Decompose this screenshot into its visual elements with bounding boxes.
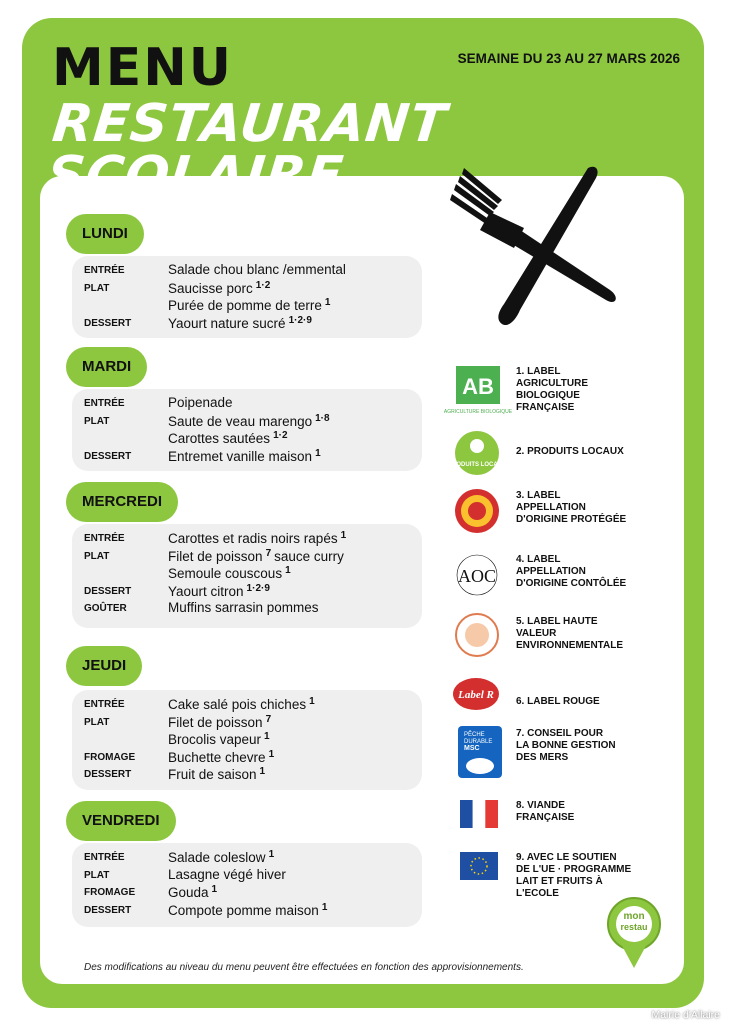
svg-text:MSC: MSC bbox=[464, 745, 480, 752]
dish-text: Gouda bbox=[168, 885, 209, 901]
menu-row bbox=[72, 530, 422, 548]
dish-name bbox=[168, 766, 265, 782]
dish-name bbox=[168, 280, 270, 296]
course-label: PLAT bbox=[84, 550, 110, 562]
label-numbers: 1·2 bbox=[273, 430, 288, 442]
day-menu-box bbox=[72, 256, 422, 338]
dish-suffix: sauce curry bbox=[274, 548, 344, 564]
legend-text bbox=[516, 446, 624, 458]
dish-name bbox=[168, 548, 344, 564]
legend-line: 1. LABEL bbox=[516, 366, 561, 377]
menu-row bbox=[72, 413, 422, 431]
course-label: ENTRÉE bbox=[84, 852, 125, 863]
course-label: FROMAGE bbox=[84, 887, 136, 899]
svg-text:PÊCHE: PÊCHE bbox=[464, 732, 485, 738]
legend-line: LAIT ET FRUITS À bbox=[516, 876, 603, 887]
dish-text: Salade coleslow bbox=[168, 850, 266, 865]
menu-row bbox=[72, 430, 422, 448]
label-numbers: 1·2·9 bbox=[288, 314, 312, 326]
label-numbers: 1·8 bbox=[315, 412, 330, 424]
legend-line: VALEUR bbox=[516, 628, 557, 639]
label-numbers: 1 bbox=[285, 565, 291, 577]
menu-row bbox=[72, 280, 422, 298]
svg-text:AGRICULTURE BIOLOGIQUE: AGRICULTURE BIOLOGIQUE bbox=[443, 409, 513, 415]
menu-row bbox=[72, 696, 422, 714]
svg-text:DURABLE: DURABLE bbox=[464, 739, 493, 745]
dish-name bbox=[168, 315, 312, 331]
menu-row bbox=[72, 583, 422, 601]
menu-row bbox=[72, 548, 422, 566]
course-label: PLAT bbox=[84, 282, 110, 294]
dish-name bbox=[168, 530, 346, 546]
badge-text-mon: mon bbox=[623, 911, 645, 922]
dish-name bbox=[168, 600, 319, 615]
dish-name bbox=[168, 297, 330, 313]
menu-row bbox=[72, 315, 422, 333]
dish-text: Cake salé pois chiches bbox=[168, 697, 307, 712]
label-numbers: 1 bbox=[268, 849, 275, 860]
course-label: DESSERT bbox=[84, 904, 132, 916]
badge-text-restau: restau bbox=[620, 922, 648, 932]
legend-text bbox=[516, 852, 631, 900]
dish-name bbox=[168, 867, 286, 882]
legend-text bbox=[516, 490, 626, 526]
dish-name bbox=[168, 696, 315, 712]
svg-text:Label R: Label R bbox=[458, 689, 494, 701]
eu-flag-icon bbox=[460, 852, 498, 885]
legend-line: ENVIRONNEMENTALE bbox=[516, 640, 624, 651]
week-label: SEMAINE DU 23 AU 27 MARS 2026 bbox=[457, 51, 680, 66]
dish-text: Carottes et radis noirs rapés bbox=[168, 531, 338, 546]
legend-text bbox=[516, 366, 588, 414]
course-label: ENTRÉE bbox=[84, 265, 125, 276]
menu-row bbox=[72, 766, 422, 784]
legend-line: FRANÇAISE bbox=[516, 402, 575, 413]
menu-row bbox=[72, 448, 422, 466]
dish-text: Brocolis vapeur bbox=[168, 732, 262, 748]
dish-text: Entremet vanille maison bbox=[168, 448, 313, 464]
dish-text: Filet de poisson bbox=[168, 548, 263, 564]
dish-text: Purée de pomme de terre bbox=[168, 298, 322, 314]
legend-line: DE L'UE · PROGRAMME bbox=[516, 864, 632, 875]
dish-text: Yaourt nature sucré bbox=[168, 315, 286, 331]
day-label-jeudi: JEUDI bbox=[66, 646, 142, 686]
menu-row bbox=[72, 884, 422, 902]
label-numbers: 1 bbox=[259, 766, 266, 778]
label-numbers: 1 bbox=[211, 884, 218, 896]
dish-text: Fruit de saison bbox=[168, 767, 257, 783]
course-label: DESSERT bbox=[84, 450, 132, 462]
course-label: DESSERT bbox=[84, 317, 132, 329]
legend-line: 7. CONSEIL POUR bbox=[516, 728, 604, 739]
ab-bio-logo-icon bbox=[443, 366, 513, 421]
menu-row bbox=[72, 731, 422, 749]
legend-line: FRANÇAISE bbox=[516, 812, 575, 823]
dish-text: Saucisse porc bbox=[168, 280, 253, 296]
course-label: PLAT bbox=[84, 415, 110, 427]
aop-logo-icon bbox=[454, 488, 500, 539]
label-numbers: 1 bbox=[309, 696, 315, 707]
menu-row bbox=[72, 849, 422, 867]
dish-text: Compote pomme maison bbox=[168, 902, 319, 918]
course-label: ENTRÉE bbox=[84, 699, 125, 710]
legend-line: D'ORIGINE CONTÔLÉE bbox=[516, 578, 627, 589]
menu-row bbox=[72, 714, 422, 732]
course-label: PLAT bbox=[84, 869, 110, 881]
legend-text bbox=[516, 554, 626, 590]
svg-text:AB: AB bbox=[462, 374, 494, 399]
dish-name bbox=[168, 849, 274, 865]
label-numbers: 1 bbox=[324, 297, 331, 309]
dish-name bbox=[168, 565, 291, 581]
dish-text: Lasagne végé hiver bbox=[168, 866, 286, 882]
course-label: DESSERT bbox=[84, 769, 132, 781]
legend-text bbox=[516, 616, 623, 652]
label-numbers: 7 bbox=[265, 713, 272, 725]
legend-text bbox=[516, 800, 574, 824]
course-label: PLAT bbox=[84, 716, 110, 728]
msc-logo-icon bbox=[458, 726, 502, 783]
dish-text: Poipenade bbox=[168, 395, 233, 410]
legend-line: L'ECOLE bbox=[516, 888, 559, 899]
title-menu: MENU bbox=[52, 38, 234, 98]
legend-line: AGRICULTURE bbox=[516, 378, 589, 389]
dish-name bbox=[168, 430, 288, 446]
dish-text: Buchette chevre bbox=[168, 749, 266, 765]
course-label: FROMAGE bbox=[84, 751, 136, 763]
label-numbers: 1·2 bbox=[255, 279, 271, 291]
day-menu-box bbox=[72, 389, 422, 471]
menu-row bbox=[72, 600, 422, 618]
day-menu-box bbox=[72, 690, 422, 790]
label-rouge-logo-icon bbox=[452, 676, 500, 717]
legend-text bbox=[516, 728, 616, 764]
legend-line: 8. VIANDE bbox=[516, 800, 565, 811]
dish-name bbox=[168, 714, 271, 730]
dish-text: Semoule couscous bbox=[168, 566, 283, 582]
label-numbers: 1 bbox=[321, 901, 328, 913]
title-restaurant-scolaire: RESTAURANT bbox=[49, 94, 450, 154]
dish-name bbox=[168, 413, 330, 429]
legend-line: 9. AVEC LE SOUTIEN bbox=[516, 852, 617, 863]
dish-text: Yaourt citron bbox=[168, 583, 244, 599]
menu-row bbox=[72, 902, 422, 920]
day-menu-box bbox=[72, 843, 422, 927]
menu-row bbox=[72, 867, 422, 885]
legend-line: APPELLATION bbox=[516, 566, 586, 577]
course-label: GOÛTER bbox=[84, 603, 127, 615]
legend-line: APPELLATION bbox=[516, 502, 586, 513]
hve-logo-icon bbox=[454, 612, 500, 663]
french-flag-icon bbox=[460, 800, 498, 833]
day-menu-box bbox=[72, 524, 422, 628]
dish-name bbox=[168, 262, 346, 277]
dish-name bbox=[168, 884, 217, 900]
dish-name bbox=[168, 749, 274, 765]
legend-line: 3. LABEL bbox=[516, 490, 561, 501]
menu-row bbox=[72, 565, 422, 583]
svg-text:AOC: AOC bbox=[457, 566, 497, 586]
legend-text bbox=[516, 696, 600, 708]
dish-name bbox=[168, 395, 233, 410]
day-label-lundi: LUNDI bbox=[66, 214, 144, 254]
dish-text: Muffins sarrasin pommes bbox=[168, 600, 319, 616]
legend-line: DES MERS bbox=[516, 752, 569, 763]
label-numbers: 1 bbox=[264, 731, 270, 743]
menu-row bbox=[72, 297, 422, 315]
dish-name bbox=[168, 731, 270, 747]
label-numbers: 1·2·9 bbox=[246, 582, 270, 594]
dish-text: Carottes sautées bbox=[168, 431, 271, 447]
credit: Mairie d'Allaire bbox=[651, 1009, 720, 1021]
dish-name bbox=[168, 448, 321, 464]
course-label: ENTRÉE bbox=[84, 533, 125, 544]
dish-text: Saute de veau marengo bbox=[168, 413, 313, 429]
footnote: Des modifications au niveau du menu peuvent être effectuées en fonction des approvisionnements. bbox=[84, 962, 524, 973]
legend-line: 5. LABEL HAUTE bbox=[516, 616, 598, 627]
mon-restau-badge-icon bbox=[606, 896, 662, 970]
legend-line: 2. PRODUITS LOCAUX bbox=[516, 446, 624, 457]
day-label-vendredi: VENDREDI bbox=[66, 801, 176, 841]
course-label: DESSERT bbox=[84, 585, 132, 597]
course-label: ENTRÉE bbox=[84, 398, 125, 409]
menu-row bbox=[72, 749, 422, 767]
label-numbers: 1 bbox=[315, 447, 321, 459]
label-numbers: 7 bbox=[265, 547, 272, 559]
svg-text:PRODUITS LOCAUX: PRODUITS LOCAUX bbox=[447, 462, 507, 468]
label-numbers: 1 bbox=[268, 748, 275, 760]
menu-row bbox=[72, 262, 422, 280]
day-label-mercredi: MERCREDI bbox=[66, 482, 178, 522]
dish-name bbox=[168, 583, 270, 599]
fork-knife-icon bbox=[450, 160, 630, 335]
dish-name bbox=[168, 902, 327, 918]
legend-line: LA BONNE GESTION bbox=[516, 740, 616, 751]
menu-row bbox=[72, 395, 422, 413]
dish-text: Filet de poisson bbox=[168, 714, 263, 730]
legend-line: D'ORIGINE PROTÉGÉE bbox=[516, 514, 627, 525]
dish-text: Salade chou blanc /emmental bbox=[168, 262, 346, 277]
aoc-logo-icon bbox=[454, 552, 500, 603]
legend-line: BIOLOGIQUE bbox=[516, 390, 580, 401]
legend-line: 4. LABEL bbox=[516, 554, 561, 565]
produits-locaux-logo-icon bbox=[447, 430, 507, 481]
day-label-mardi: MARDI bbox=[66, 347, 147, 387]
label-numbers: 1 bbox=[340, 530, 347, 541]
legend-line: 6. LABEL ROUGE bbox=[516, 696, 600, 707]
